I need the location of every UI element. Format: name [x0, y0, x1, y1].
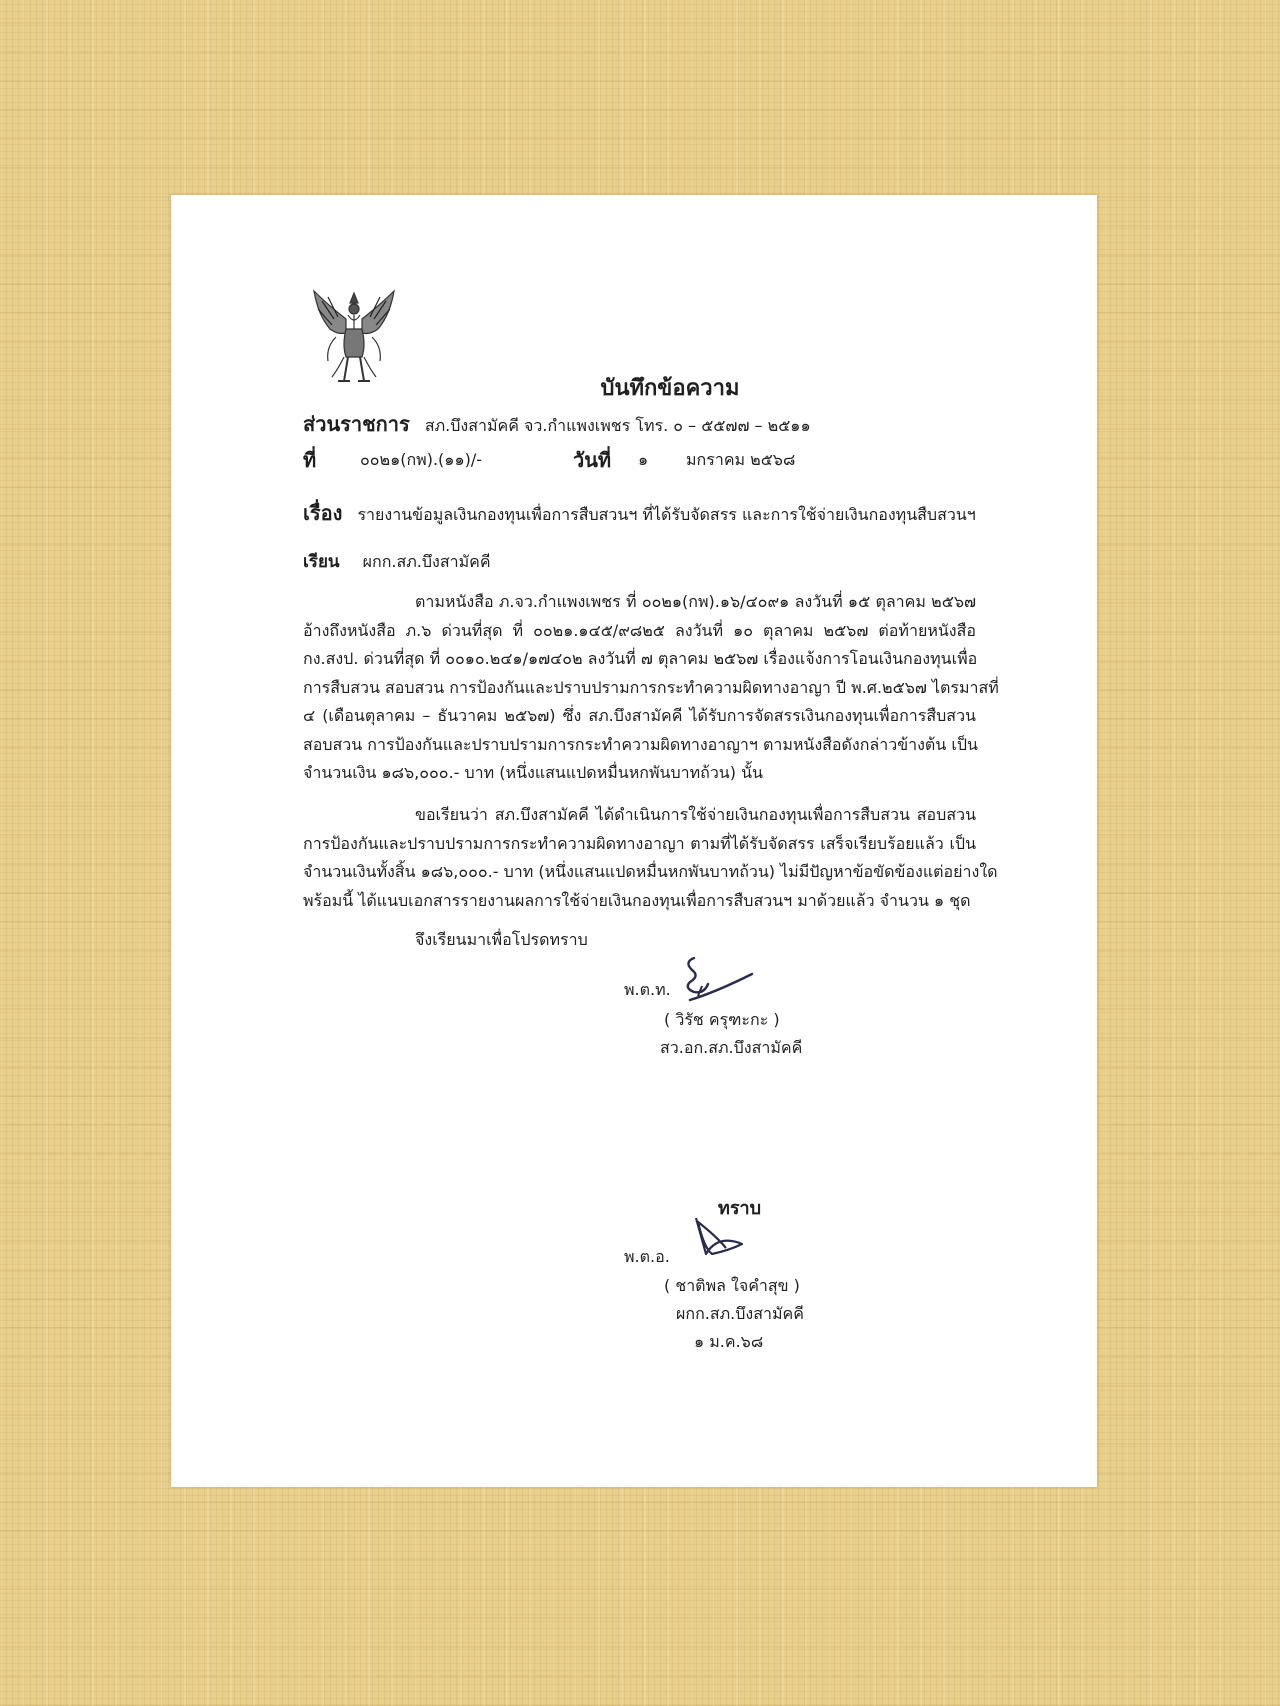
memo-title: บันทึกข้อความ	[600, 376, 740, 401]
subject-row	[303, 497, 976, 529]
para1-line: ตามหนังสือ ภ.จว.กำแพงเพชร ที่ ๐๐๒๑(กพ).๑๖/๔๐๙๑ ลงวันที่ ๑๕ ตุลาคม ๒๕๖๗	[415, 592, 976, 611]
para1-line: ๔ (เดือนตุลาคม – ธันวาคม ๒๕๖๗) ซึ่ง สภ.บึงสามัคคี ได้รับการจัดสรรเงินกองทุนเพื่อการสืบสวน	[303, 706, 976, 725]
to-label: เรียน	[303, 552, 340, 572]
signer1-position: สว.อก.สภ.บึงสามัคคี	[660, 1038, 803, 1057]
subject-label: เรื่อง	[303, 501, 343, 525]
endorser-position: ผกก.สภ.บึงสามัคคี	[676, 1304, 804, 1323]
body-paragraph-1	[303, 588, 999, 788]
subject-value: รายงานข้อมูลเงินกองทุนเพื่อการสืบสวนฯ ที่ได้รับจัดสรร และการใช้จ่ายเงินกองทุนสืบสวนฯ	[357, 505, 976, 524]
date-day: ๑	[638, 450, 649, 469]
agency-label: ส่วนราชการ	[303, 412, 410, 436]
para2-line: พร้อมนี้ ได้แนบเอกสารรายงานผลการใช้จ่ายเงินกองทุนเพื่อการสืบสวนฯ มาด้วยแล้ว จำนวน ๑ ชุด	[303, 890, 971, 910]
acknowledge-text: ทราบ	[718, 1198, 762, 1219]
ref-label: ที่	[303, 448, 317, 472]
body-paragraph-2	[303, 801, 998, 915]
signer1-rank: พ.ต.ท.	[624, 980, 671, 999]
date-month-year: มกราคม ๒๕๖๘	[686, 450, 796, 469]
agency-row	[303, 408, 811, 440]
para1-line: อ้างถึงหนังสือ ภ.๖ ด่วนที่สุด ที่ ๐๐๒๑.๑๔๕/๙๘๒๕ ลงวันที่ ๑๐ ตุลาคม ๒๕๖๗ ต่อท้ายหนังสือ	[303, 620, 976, 640]
endorser-rank: พ.ต.อ.	[624, 1247, 670, 1266]
para1-line: จำนวนเงิน ๑๘๖,๐๐๐.- บาท (หนึ่งแสนแปดหมื่นหกพันบาทถ้วน) นั้น	[303, 763, 763, 782]
para1-line: การสืบสวน สอบสวน การป้องกันและปราบปรามการกระทำความผิดทางอาญา ปี พ.ศ.๒๕๖๗ ไตรมาสที่	[303, 677, 999, 697]
to-value: ผกก.สภ.บึงสามัคคี	[362, 552, 491, 571]
date-label: วันที่	[573, 448, 612, 472]
to-row	[303, 548, 491, 575]
para1-line: สอบสวน การป้องกันและปราบปรามการกระทำความผิดทางอาญาฯ ตามหนังสือดังกล่าวข้างต้น เป็น	[303, 734, 978, 754]
endorsement-date: ๑ ม.ค.๖๘	[694, 1332, 764, 1351]
signer1-name: ( วิรัช ครุฑะกะ )	[664, 1010, 780, 1029]
signature-1-icon	[680, 952, 756, 1008]
para2-line: จำนวนเงินทั้งสิ้น ๑๘๖,๐๐๐.- บาท (หนึ่งแสนแปดหมื่นหกพันบาทถ้วน) ไม่มีปัญหาข้อขัดข้องแต่อย่างใด	[303, 862, 998, 881]
agency-value: สภ.บึงสามัคคี จว.กำแพงเพชร โทร. ๐ – ๕๕๗๗ – ๒๕๑๑	[424, 416, 811, 435]
para2-line: ขอเรียนว่า สภ.บึงสามัคคี ได้ดำเนินการใช้จ่ายเงินกองทุนเพื่อการสืบสวน สอบสวน	[415, 805, 976, 824]
signature-2-icon	[690, 1214, 750, 1260]
para1-line: กง.สงป. ด่วนที่สุด ที่ ๐๐๑๐.๒๔๑/๑๗๔๐๒ ลงวันที่ ๗ ตุลาคม ๒๕๖๗ เรื่องแจ้งการโอนเงินกองทุนเพื่อ	[303, 649, 978, 668]
ref-value: ๐๐๒๑(กพ).(๑๑)/-	[360, 450, 482, 469]
endorser-name: ( ชาติพล ใจคำสุข )	[664, 1276, 800, 1295]
closing-text: จึงเรียนมาเพื่อโปรดทราบ	[415, 930, 588, 949]
para2-line: การป้องกันและปราบปรามการกระทำความผิดทางอาญา ตามที่ได้รับจัดสรร เสร็จเรียบร้อยแล้ว เป็น	[303, 833, 976, 853]
